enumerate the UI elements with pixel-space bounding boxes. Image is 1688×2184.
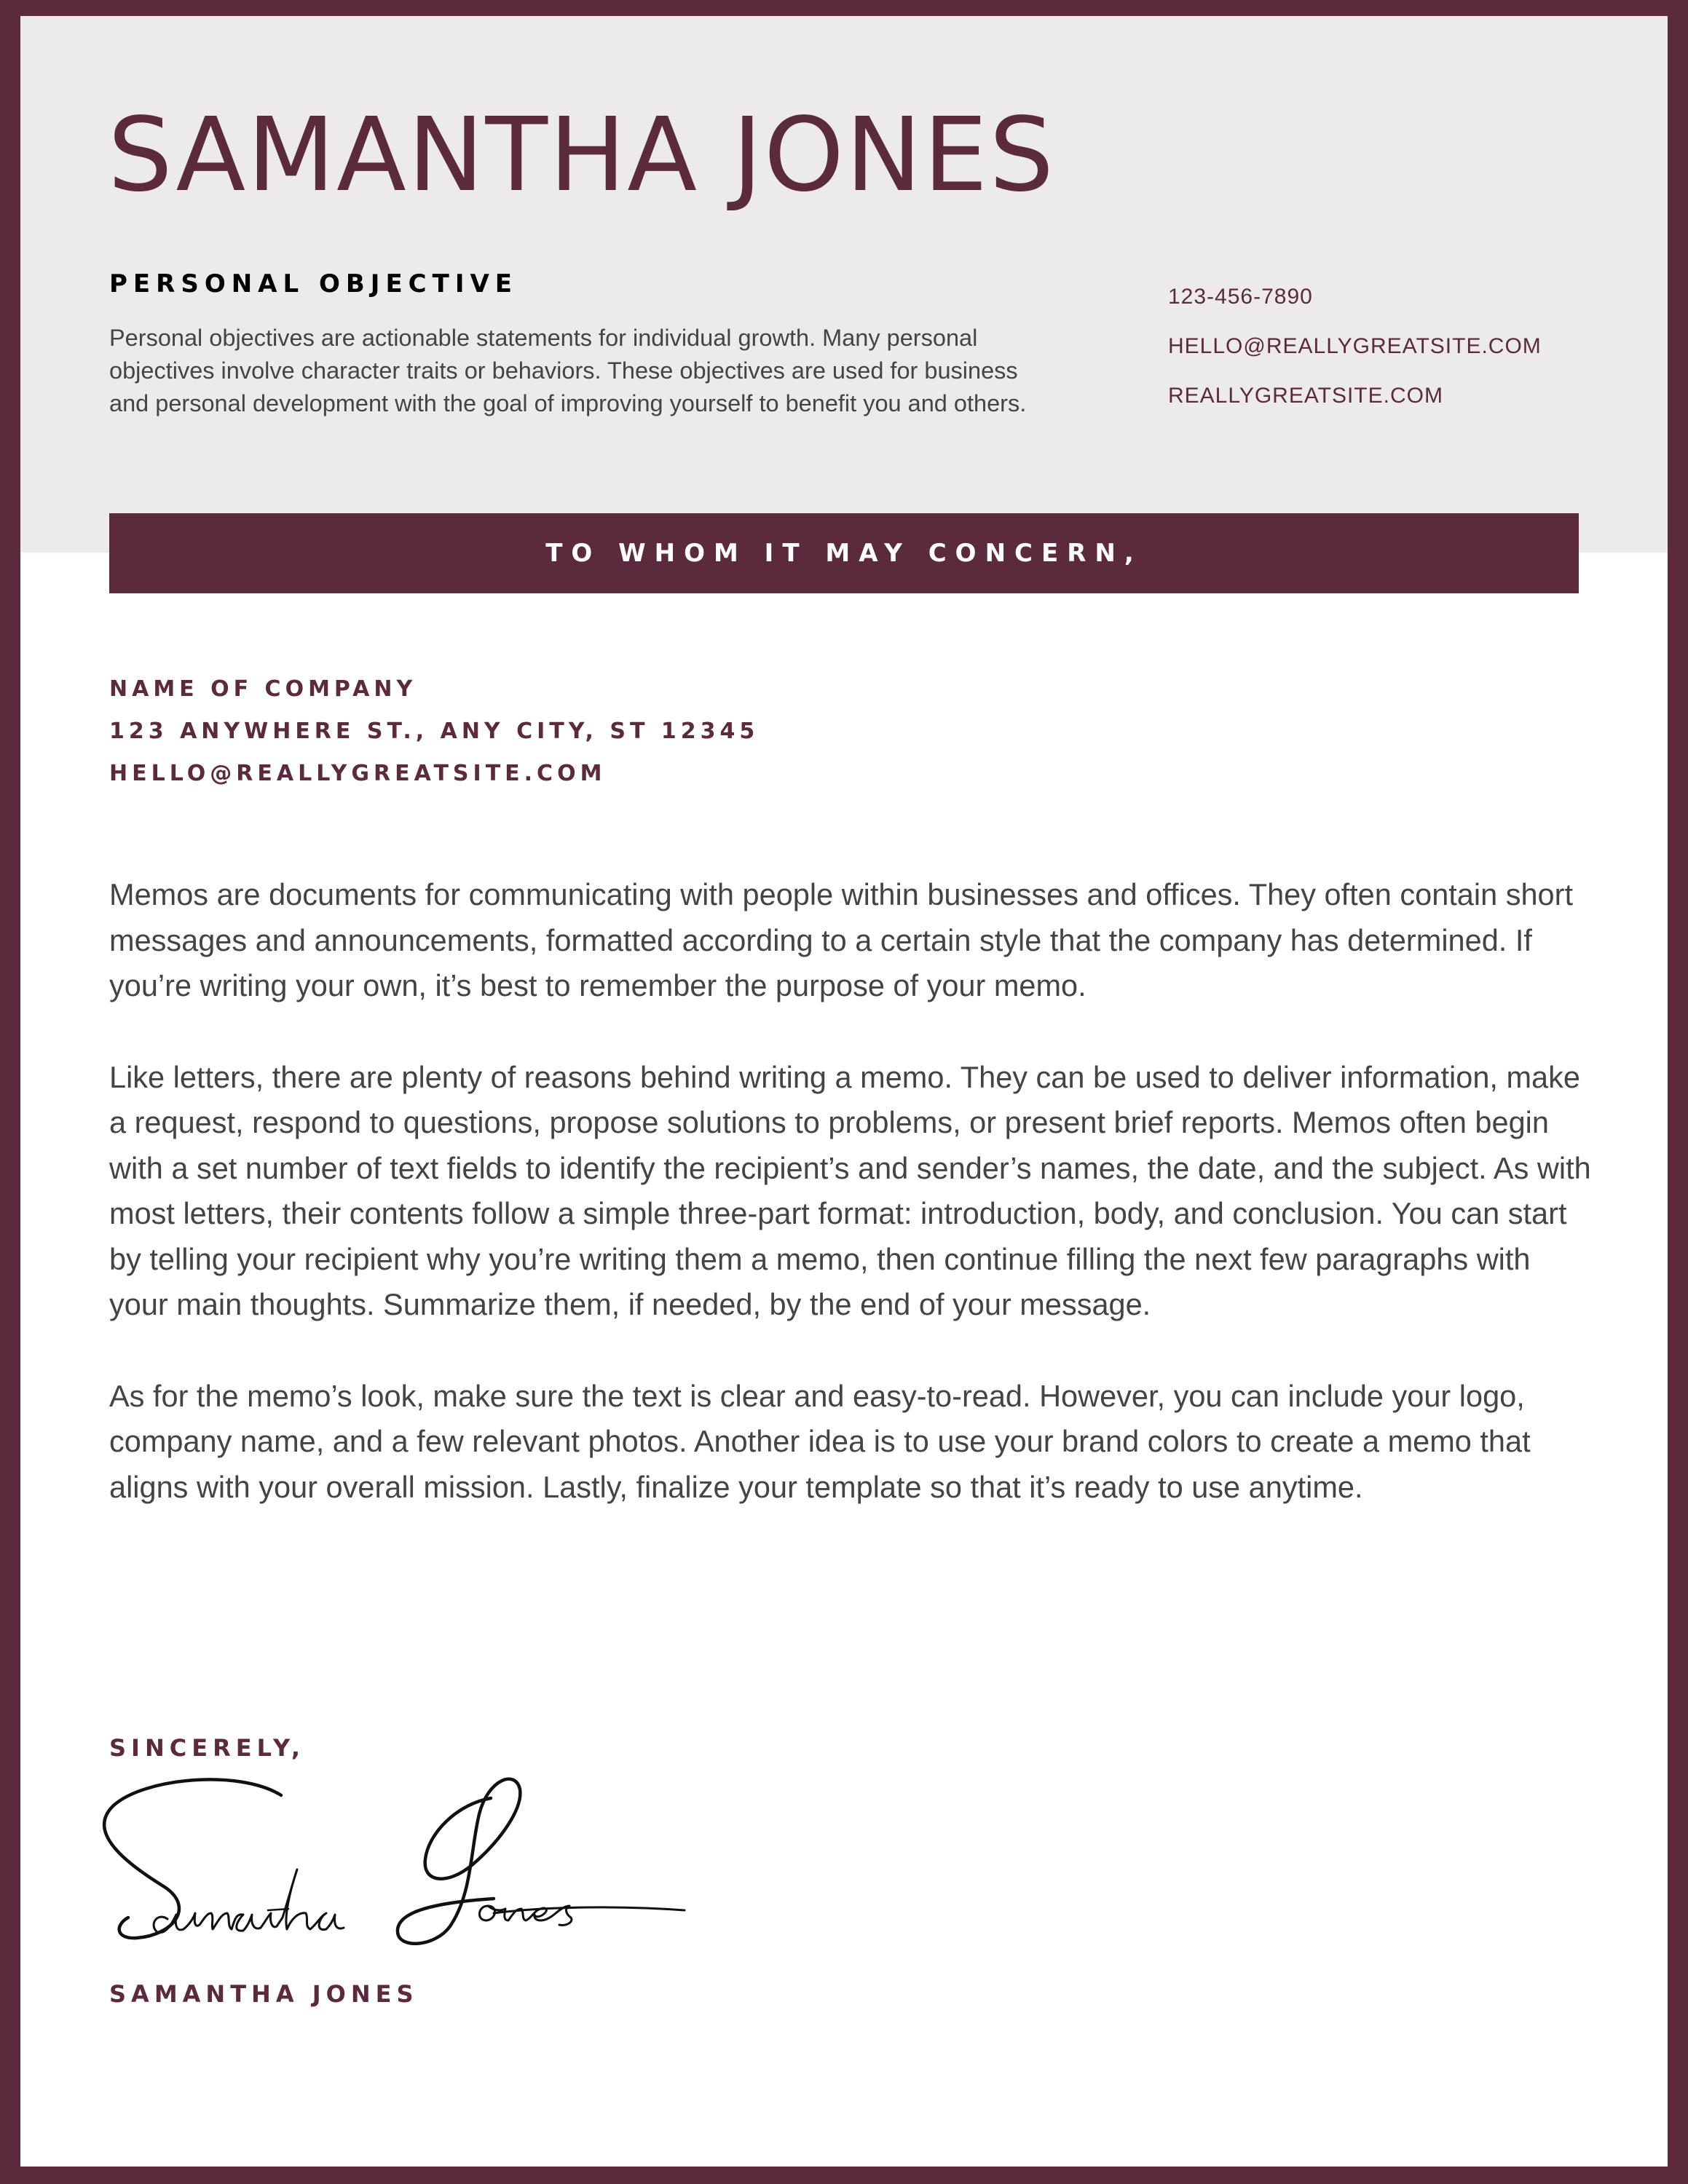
body-paragraph: Like letters, there are plenty of reasons behind writing a memo. They can be used to deliver information, make a request, respond to questions, propose solutions to problems, or present brief reports. Memos often begin with a set number of text fields to identify the recipient’s and sender’s names, the date, and the subject. As with most letters, their contents follow a simple three-part format: introduction, body, and conclusion. You can start by telling your recipient why you’re writing them a memo, then continue filling the next few paragraphs with your main thoughts. Summarize them, if needed, by the end of your message.	[109, 1059, 1591, 1321]
letter-body	[109, 872, 1595, 1556]
signer-name: SAMANTHA JONES	[109, 1980, 419, 2008]
closing-sincerely: SINCERELY,	[109, 1734, 306, 1762]
recipient-company: NAME OF COMPANY	[109, 676, 417, 702]
salutation-text: TO WHOM IT MAY CONCERN,	[545, 539, 1143, 568]
salutation-banner	[109, 513, 1579, 593]
contact-block	[1168, 272, 1542, 421]
contact-website: REALLYGREATSITE.COM	[1168, 384, 1443, 408]
recipient-block	[109, 668, 759, 795]
objective-text: Personal objectives are actionable statements for individual growth. Many personal objectives involve character traits or behaviors. These objectives are used for business and personal development with the goal of improving yourself to benefit you and others.	[109, 325, 1027, 416]
body-paragraph: As for the memo’s look, make sure the text is clear and easy-to-read. However, you can include your logo, company name, and a few relevant photos. Another idea is to use your brand colors to create a memo that aligns with your overall mission. Lastly, finalize your template so that it’s ready to use anytime.	[109, 1378, 1531, 1504]
sender-name: SAMANTHA JONES	[108, 96, 1056, 215]
body-paragraph: Memos are documents for communicating with people within businesses and offices. They often contain short messages and announcements, formatted according to a certain style that the company has determined. If you’re writing your own, it’s best to remember the purpose of your memo.	[109, 877, 1573, 1002]
contact-phone: 123-456-7890	[1168, 285, 1313, 309]
signature-image	[86, 1763, 712, 1952]
recipient-email: HELLO@REALLYGREATSITE.COM	[109, 761, 607, 786]
letter-page	[20, 16, 1668, 2167]
contact-email: HELLO@REALLYGREATSITE.COM	[1168, 334, 1542, 358]
header-panel	[20, 16, 1668, 553]
objective-title: PERSONAL OBJECTIVE	[109, 269, 518, 298]
recipient-address: 123 ANYWHERE ST., ANY CITY, ST 12345	[109, 719, 760, 744]
